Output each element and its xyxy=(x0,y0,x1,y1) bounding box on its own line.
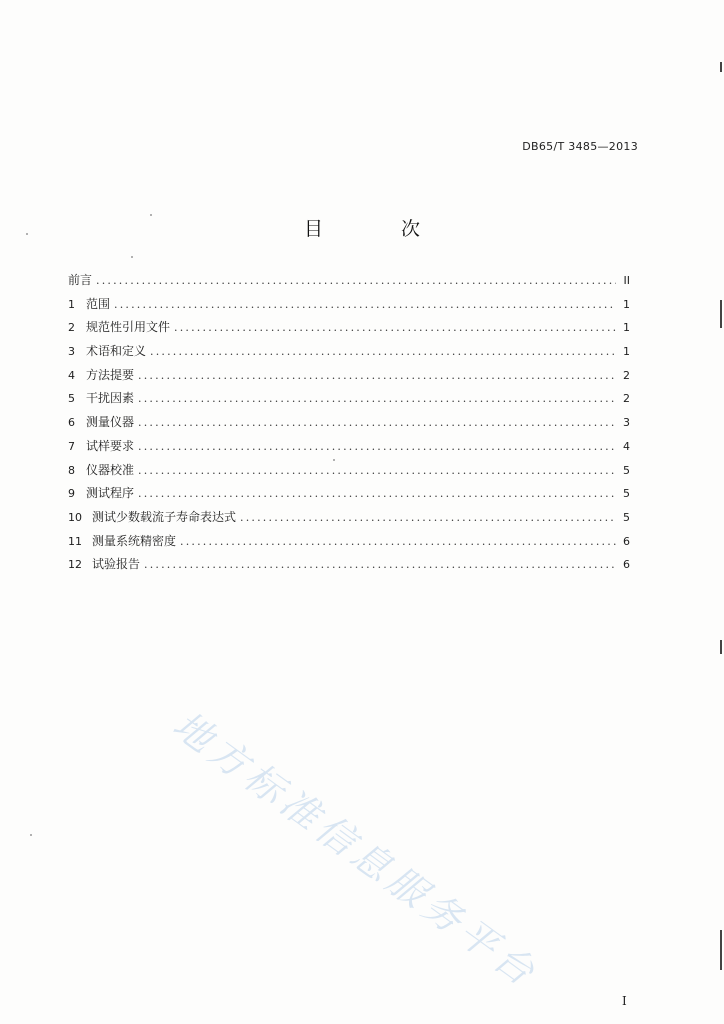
toc-entry-6[interactable] xyxy=(68,411,630,435)
table-of-contents xyxy=(68,269,630,577)
toc-entry-12[interactable] xyxy=(68,553,630,577)
toc-leader-dots xyxy=(144,553,616,577)
toc-entry-2[interactable] xyxy=(68,316,630,340)
toc-entry-5[interactable] xyxy=(68,387,630,411)
toc-entry-page: 1 xyxy=(623,297,630,311)
toc-entry-label: 试验报告 xyxy=(92,557,141,572)
toc-entry-page: 2 xyxy=(623,392,630,406)
toc-entry-number: 8 xyxy=(68,463,75,477)
scan-edge-mark xyxy=(720,930,722,970)
page-number: I xyxy=(622,994,627,1008)
toc-entry-label: 试样要求 xyxy=(86,438,135,453)
toc-leader-dots xyxy=(138,364,616,388)
toc-entry-page: 1 xyxy=(623,321,630,335)
toc-entry-number: 10 xyxy=(68,510,82,524)
toc-title: 目 次 xyxy=(303,218,457,240)
toc-entry-label: 测试少数载流子寿命表达式 xyxy=(92,509,237,524)
document-code: DB65/T 3485—2013 xyxy=(522,140,638,153)
toc-leader-dots xyxy=(138,459,616,483)
scan-speck xyxy=(150,214,152,216)
toc-entry-number: 2 xyxy=(68,321,75,335)
toc-leader-dots xyxy=(96,269,616,293)
toc-entry-page: 6 xyxy=(623,534,630,548)
toc-entry-number: 3 xyxy=(68,345,75,359)
toc-entry-label: 测量系统精密度 xyxy=(92,533,177,548)
toc-entry-number: 9 xyxy=(68,487,75,501)
toc-entry-10[interactable] xyxy=(68,506,630,530)
scan-speck xyxy=(131,256,133,258)
toc-entry-8[interactable] xyxy=(68,459,630,483)
toc-entry-page: 6 xyxy=(623,558,630,572)
toc-entry-page: II xyxy=(623,274,630,287)
toc-entry-label: 测量仪器 xyxy=(86,415,135,430)
toc-entry-number: 11 xyxy=(68,534,82,548)
scan-edge-mark xyxy=(720,640,722,654)
toc-entry-1[interactable] xyxy=(68,293,630,317)
toc-leader-dots xyxy=(138,387,616,411)
toc-entry-number: 7 xyxy=(68,439,75,453)
scan-edge-mark xyxy=(720,300,722,328)
scan-edge-mark xyxy=(720,62,722,72)
toc-entry-label: 方法提要 xyxy=(86,367,135,382)
toc-entry-label: 术语和定义 xyxy=(86,344,147,359)
toc-entry-page: 4 xyxy=(623,439,630,453)
toc-entry-number: 6 xyxy=(68,416,75,430)
toc-entry-label: 规范性引用文件 xyxy=(86,320,171,335)
toc-leader-dots xyxy=(138,411,616,435)
toc-leader-dots xyxy=(174,316,616,340)
toc-entry-label: 干扰因素 xyxy=(86,391,135,406)
toc-entry-page: 5 xyxy=(623,510,630,524)
toc-entry-11[interactable] xyxy=(68,530,630,554)
toc-entry-foreword[interactable] xyxy=(68,269,630,293)
toc-entry-page: 5 xyxy=(623,487,630,501)
toc-entry-number: 1 xyxy=(68,297,75,311)
toc-entry-page: 3 xyxy=(623,416,630,430)
toc-entry-3[interactable] xyxy=(68,340,630,364)
toc-leader-dots xyxy=(150,340,616,364)
scan-speck xyxy=(30,834,32,836)
toc-leader-dots xyxy=(138,482,616,506)
toc-entry-page: 1 xyxy=(623,345,630,359)
toc-entry-number: 12 xyxy=(68,558,82,572)
toc-leader-dots xyxy=(138,435,616,459)
toc-entry-label: 前言 xyxy=(68,273,93,287)
toc-leader-dots xyxy=(114,293,616,317)
toc-entry-page: 2 xyxy=(623,368,630,382)
scan-speck xyxy=(26,233,28,235)
scan-speck xyxy=(333,459,335,461)
toc-entry-number: 4 xyxy=(68,368,75,382)
watermark-text: 地方标准信息服务平台 xyxy=(165,702,547,997)
toc-leader-dots xyxy=(180,530,616,554)
toc-entry-4[interactable] xyxy=(68,364,630,388)
toc-entry-label: 仪器校准 xyxy=(86,462,135,477)
toc-entry-7[interactable] xyxy=(68,435,630,459)
toc-entry-number: 5 xyxy=(68,392,75,406)
toc-entry-label: 测试程序 xyxy=(86,486,135,501)
toc-entry-9[interactable] xyxy=(68,482,630,506)
toc-entry-page: 5 xyxy=(623,463,630,477)
toc-entry-label: 范围 xyxy=(86,296,111,311)
toc-leader-dots xyxy=(240,506,616,530)
